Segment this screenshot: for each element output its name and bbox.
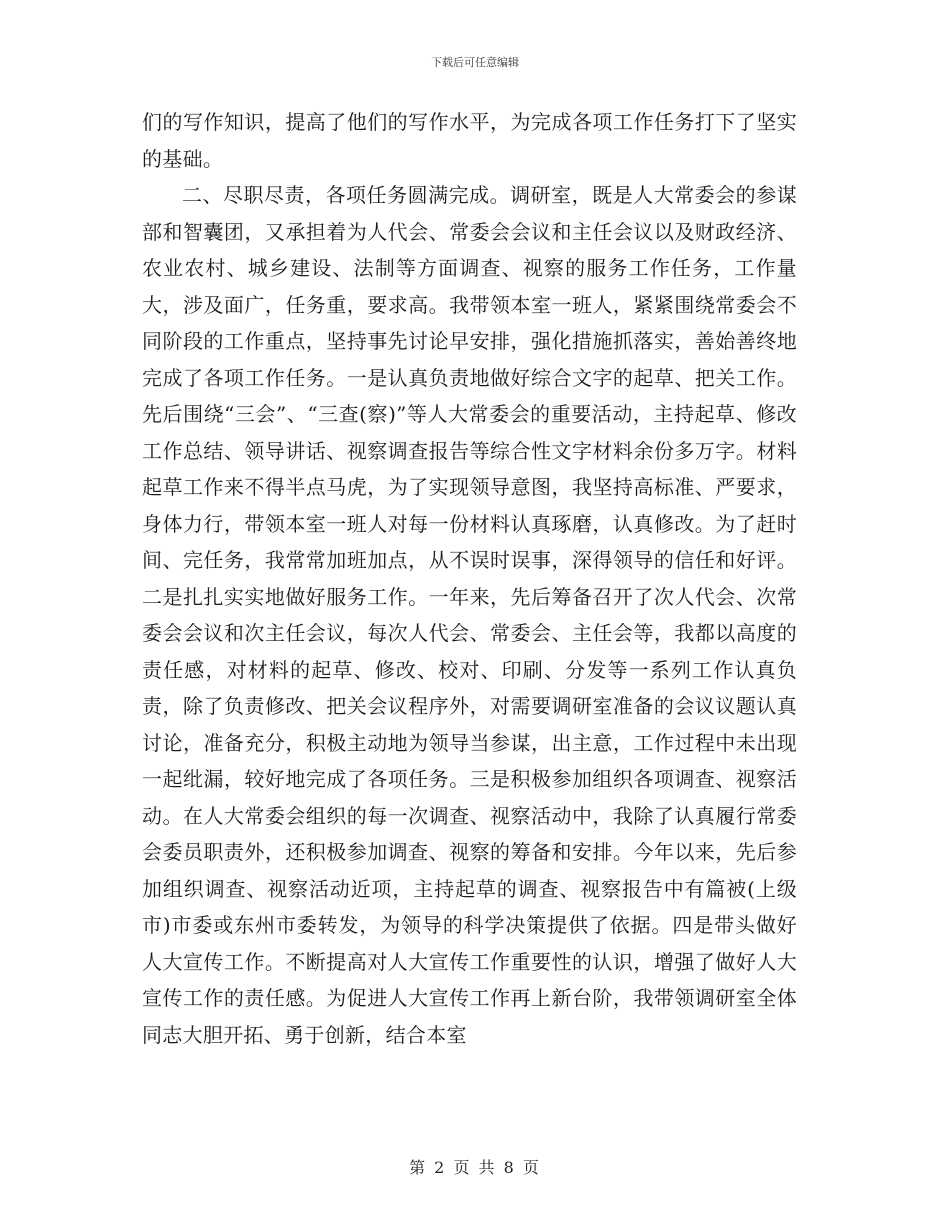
document-body <box>142 104 797 1053</box>
paragraph-continued: 们的写作知识，提高了他们的写作水平，为完成各项工作任务打下了坚实的基础。 <box>142 110 797 171</box>
paragraph-main: 二、尽职尽责，各项任务圆满完成。调研室，既是人大常委会的参谋部和智囊团，又承担着为人代会、常委会会议和主任会议以及财政经济、农业农村、城乡建设、法制等方面调查、视察的服务工作任务，工作量大，涉及面广，任务重，要求高。我带领本室一班人，紧紧围绕常委会不同阶段的工作重点，坚持事先讨论早安排，强化措施抓落实，善始善终地完成了各项工作任务。一是认真负责地做好综合文字的起草、把关工作。先后围绕“三会”、“三查(察)”等人大常委会的重要活动，主持起草、修改工作总结、领导讲话、视察调查报告等综合性文字材料余份多万字。材料起草工作来不得半点马虎，为了实现领导意图，我坚持高标准、严要求，身体力行，带领本室一班人对每一份材料认真琢磨，认真修改。为了赶时间、完任务，我常常加班加点，从不误时误事，深得领导的信任和好评。二是扎扎实实地做好服务工作。一年来，先后筹备召开了次人代会、次常委会会议和次主任会议，每次人代会、常委会、主任会等，我都以高度的责任感，对材料的起草、修改、校对、印刷、分发等一系列工作认真负责，除了负责修改、把关会议程序外，对需要调研室准备的会议议题认真讨论，准备充分，积极主动地为领导当参谋，出主意，工作过程中未出现一起纰漏，较好地完成了各项任务。三是积极参加组织各项调查、视察活动。在人大常委会组织的每一次调查、视察活动中，我除了认真履行常委会委员职责外，还积极参加调查、视察的筹备和安排。今年以来，先后参加组织调查、视察活动近项，主持起草的调查、视察报告中有篇被(上级市)市委或东州市委转发，为领导的科学决策提供了依据。四是带头做好人大宣传工作。不断提高对人大宣传工作重要性的认识，增强了做好人大宣传工作的责任感。为促进人大宣传工作再上新台阶，我带领调研室全体同志大胆开拓、勇于创新，结合本室 <box>142 183 797 1047</box>
page-header: 下载后可任意编辑 <box>431 56 519 69</box>
page-footer: 第 2 页 共 8 页 <box>409 1158 541 1177</box>
